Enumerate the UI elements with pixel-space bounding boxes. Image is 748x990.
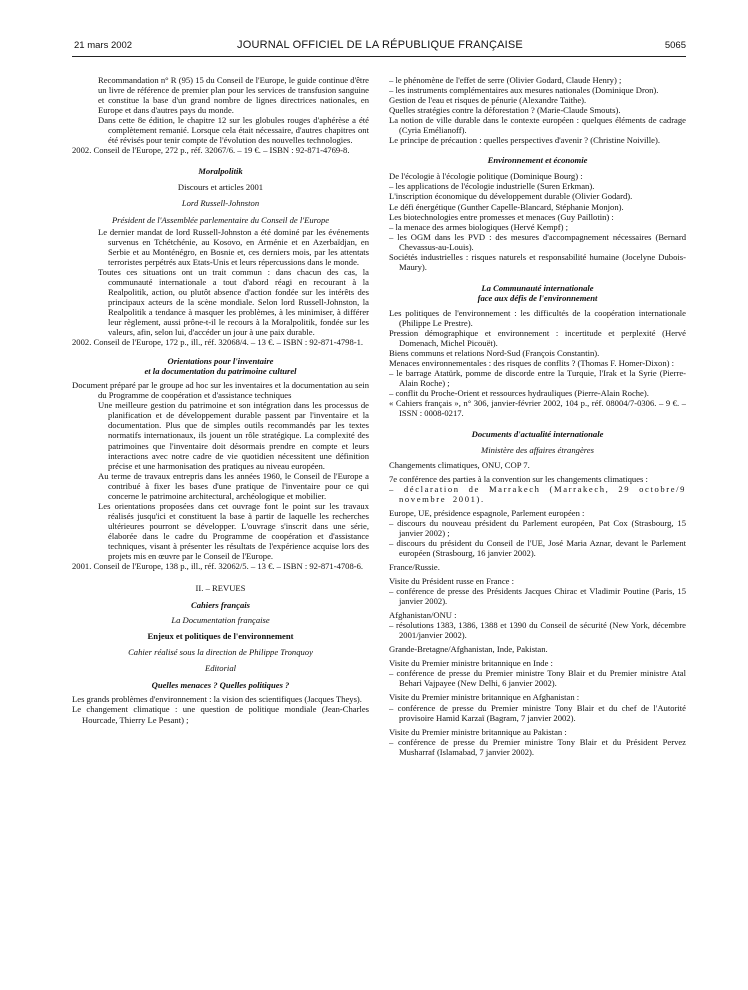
article-entry: – les instruments complémentaires aux mesures nationales (Dominique Dron).: [389, 85, 659, 96]
topic-heading: 7e conférence des parties à la convention sur les changements climatiques :: [389, 473, 648, 484]
paragraph: Les orientations proposées dans cet ouvrage font le point sur les travaux réalisés jusqu'ici et constituent la base à partir de laquelle les recherches ultérieures pourront se développer. L'ouvrage s'inscrit dans une série, élaborée dans le cadre du Programme de coopération et d'assistance techniques, visant à présenter les résultats de l'expérience acquise lors des projets mis en œuvre par le Conseil de l'Europe.: [98, 500, 369, 562]
document-entry: – résolutions 1383, 1386, 1388 et 1390 du Conseil de sécurité (New York, décembre 2001/janvier 2002).: [389, 620, 686, 641]
article-entry: Sociétés industrielles : risques naturels et responsabilité humaine (Jocelyne Dubois-Maury).: [389, 251, 686, 272]
journal-title: Documents d'actualité internationale: [471, 429, 604, 440]
document-entry: – déclaration de Marrakech (Marrakech, 29 octobre/9 novembre 2001).: [389, 483, 686, 504]
article-entry: La notion de ville durable dans le contexte européen : quelques éléments de cadrage (Cyria Emélianoff).: [389, 115, 686, 136]
publication-reference: 2002. Conseil de l'Europe, 172 p., ill., réf. 32068/4. – 13 €. – ISBN : 92-871-4798-1.: [72, 337, 364, 348]
book-title: Orientations pour l'inventaire: [167, 356, 274, 367]
document-entry: – discours du nouveau président du Parlement européen, Pat Cox (Strasbourg, 15 janvier 2002) ;: [389, 517, 686, 538]
paragraph: Document préparé par le groupe ad hoc sur les inventaires et la documentation au sein du Programme de coopération et d'assistance techniques: [72, 380, 369, 401]
article-entry: Quelles stratégies contre la déforestation ? (Marie-Claude Smouts).: [389, 105, 621, 116]
part-title: La Communauté internationale: [481, 282, 594, 293]
section-heading: II. – REVUES: [195, 583, 246, 594]
part-title: Quelles menaces ? Quelles politiques ?: [151, 680, 290, 691]
header-date: 21 mars 2002: [74, 40, 133, 51]
journal-title: JOURNAL OFFICIEL DE LA RÉPUBLIQUE FRANÇAISE: [237, 39, 523, 51]
book-title-line2: et la documentation du patrimoine culturel: [144, 366, 297, 377]
topic-heading: Grande-Bretagne/Afghanistan, Inde, Pakistan.: [389, 644, 548, 655]
document-entry: – discours du président du Conseil de l'UE, José Maria Aznar, devant le Parlement européen (Strasbourg, 16 janvier 2002).: [389, 537, 686, 558]
article-entry: – les OGM dans les PVD : des mesures d'accompagnement nécessaires (Bernard Chevassus-au-Louis).: [389, 231, 686, 252]
book-subtitle: Discours et articles 2001: [177, 182, 264, 193]
document-entry: – conférence de presse du Premier ministre Tony Blair et du Premier ministre Atal Behari Vajpayee (New Delhi, 6 janvier 2002).: [389, 668, 686, 689]
article-entry: De l'écologie à l'écologie politique (Dominique Bourg) :: [389, 171, 583, 182]
paragraph: Recommandation n° R (95) 15 du Conseil de l'Europe, le guide continue d'être un livre de référence de premier plan pour les services de transfusion sanguine et constitue la base d'un grand nombre de lignes directrices nationales, en Europe et dans d'autres pays du monde.: [98, 75, 369, 116]
article-entry: Le principe de précaution : quelles perspectives d'avenir ? (Christine Noiville).: [389, 135, 660, 146]
book-author: Lord Russell-Johnston: [181, 198, 260, 209]
paragraph: Au terme de travaux entrepris dans les années 1960, le Conseil de l'Europe a contribué à fixer les bases d'une pratique de l'inventaire pour ce qui concerne le patrimoine architectural, archéologique et mobilier.: [98, 470, 369, 501]
article-entry: Menaces environnementales : des risques de conflits ? (Thomas F. Homer-Dixon) :: [389, 358, 675, 369]
topic-heading: Visite du Premier ministre britannique en Afghanistan :: [389, 692, 580, 703]
topic-heading: Visite du Président russe en France :: [389, 576, 515, 587]
publication-reference: 2002. Conseil de l'Europe, 272 p., réf. 32067/6. – 19 €. – ISBN : 92-871-4769-8.: [72, 145, 350, 156]
header-rule: [72, 56, 686, 57]
document-entry: – conférence de presse des Présidents Jacques Chirac et Vladimir Poutine (Paris, 15 janvier 2002).: [389, 586, 686, 607]
publisher: Ministère des affaires étrangères: [481, 444, 594, 455]
article-entry: L'inscription économique du développement durable (Olivier Godard).: [389, 191, 633, 202]
article-entry: Biens communs et relations Nord-Sud (François Constantin).: [389, 348, 600, 359]
author-title: Président de l'Assemblée parlementaire du Conseil de l'Europe: [111, 214, 330, 225]
page-header: [74, 40, 686, 54]
paragraph: Le dernier mandat de lord Russell-Johnston a été dominé par les événements survenus en Tchétchénie, au Kosovo, en Arménie et en Azerbaïdjan, en Serbie et au Monténégro, en Bosnie et, ces derniers mois, par les attentats terroristes perpétrés aux Etats-Unis et leurs répercussions dans le monde.: [98, 226, 369, 267]
topic-heading: Visite du Premier ministre britannique au Pakistan :: [389, 726, 567, 737]
issue-title: Enjeux et politiques de l'environnement: [147, 631, 294, 642]
article-entry: – le phénomène de l'effet de serre (Olivier Godard, Claude Henry) ;: [389, 75, 622, 85]
article-entry: – conflit du Proche-Orient et ressources hydrauliques (Pierre-Alain Roche).: [389, 388, 649, 399]
section-label: Editorial: [204, 663, 237, 674]
article-entry: Les grands problèmes d'environnement : la vision des scientifiques (Jacques Theys).: [72, 694, 362, 705]
article-entry: Le changement climatique : une question de politique mondiale (Jean-Charles Hourcade, Thierry Le Pesant) ;: [72, 704, 369, 725]
topic-heading: Afghanistan/ONU :: [389, 610, 457, 621]
topic-heading: Visite du Premier ministre britannique en Inde :: [389, 658, 553, 669]
part-title-line2: face aux défis de l'environnement: [477, 292, 598, 303]
left-column: [72, 75, 369, 980]
article-entry: – la menace des armes biologiques (Hervé Kempf) ;: [389, 221, 568, 232]
issue-editor: Cahier réalisé sous la direction de Philippe Tronquoy: [128, 647, 313, 658]
article-entry: – le barrage Atatürk, pomme de discorde entre la Turquie, l'Irak et la Syrie (Pierre-Alain Roche) ;: [389, 368, 686, 389]
topic-heading: Europe, UE, présidence espagnole, Parlement européen :: [389, 507, 585, 518]
article-entry: Les politiques de l'environnement : les difficultés de la coopération internationale (Philippe Le Prestre).: [389, 307, 686, 328]
right-column: [389, 75, 686, 980]
article-entry: – les applications de l'écologie industrielle (Suren Erkman).: [389, 181, 595, 192]
publication-reference: 2001. Conseil de l'Europe, 138 p., ill., réf. 32062/5. – 13 €. – ISBN : 92-871-4708-6.: [72, 561, 364, 572]
publisher: La Documentation française: [171, 615, 270, 626]
article-entry: Le défi énergétique (Gunther Capelle-Blancard, Stéphanie Monjon).: [389, 201, 624, 212]
part-title: Environnement et économie: [487, 155, 588, 166]
article-entry: Les biotechnologies entre promesses et menaces (Guy Paillotin) :: [389, 211, 614, 222]
document-entry: – conférence de presse du Premier ministre Tony Blair et du Président Pervez Musharraf (Islamabad, 7 janvier 2002).: [389, 736, 686, 757]
book-title: Moralpolitik: [198, 166, 243, 177]
journal-title: Cahiers français: [191, 600, 250, 611]
article-entry: Pression démographique et environnement : incertitude et perplexité (Hervé Domenach, Michel Picouët).: [389, 328, 686, 349]
topic-heading: France/Russie.: [389, 561, 440, 572]
document-entry: – conférence de presse du Premier ministre Tony Blair et du chef de l'Autorité provisoire Hamid Karzaï (Bagram, 7 janvier 2002).: [389, 702, 686, 723]
paragraph: Dans cette 8e édition, le chapitre 12 sur les globules rouges d'aphérèse a été complètement remanié. Lorsque cela était nécessaire, d'autres chapitres ont été révisés pour tenir compte de l'évolution des nouvelles technologies.: [98, 115, 369, 146]
publication-reference: « Cahiers français », n° 306, janvier-février 2002, 104 p., réf. 08004/7-0306. – 9 €. – ISSN : 0008-0217.: [389, 398, 686, 419]
page-number: 5065: [664, 40, 686, 51]
topic-heading: Changements climatiques, ONU, COP 7.: [389, 459, 530, 470]
paragraph: Toutes ces situations ont un trait commun : dans chacun des cas, la communauté internationale a tout d'abord réagi en recourant à la Realpolitik, action, ou plutôt absence d'action fondée sur les intérêts des principaux acteurs de la scène mondiale. Selon lord Russell-Johnston, la Realpolitik a tendance à masquer les problèmes, à les minimiser, à différer leur règlement, aussi prône-t-il le recours à la Moralpolitik, fondée sur les valeurs, afin, selon lui, d'accéder un jour à une paix durable.: [98, 266, 369, 338]
article-entry: Gestion de l'eau et risques de pénurie (Alexandre Taithe).: [389, 95, 587, 106]
paragraph: Une meilleure gestion du patrimoine et son intégration dans les processus de planification et de développement durable passent par l'inventaire et la documentation. Plus que de simples outils recommandés par les textes normatifs internationaux, ils jouent un rôle stratégique. La complexité des patrimoines que l'inventaire doit désormais prendre en compte et leurs interactions avec notre cadre de vie quotidien nécessitent une définition précise et une harmonisation des pratiques au niveau européen.: [98, 400, 369, 471]
